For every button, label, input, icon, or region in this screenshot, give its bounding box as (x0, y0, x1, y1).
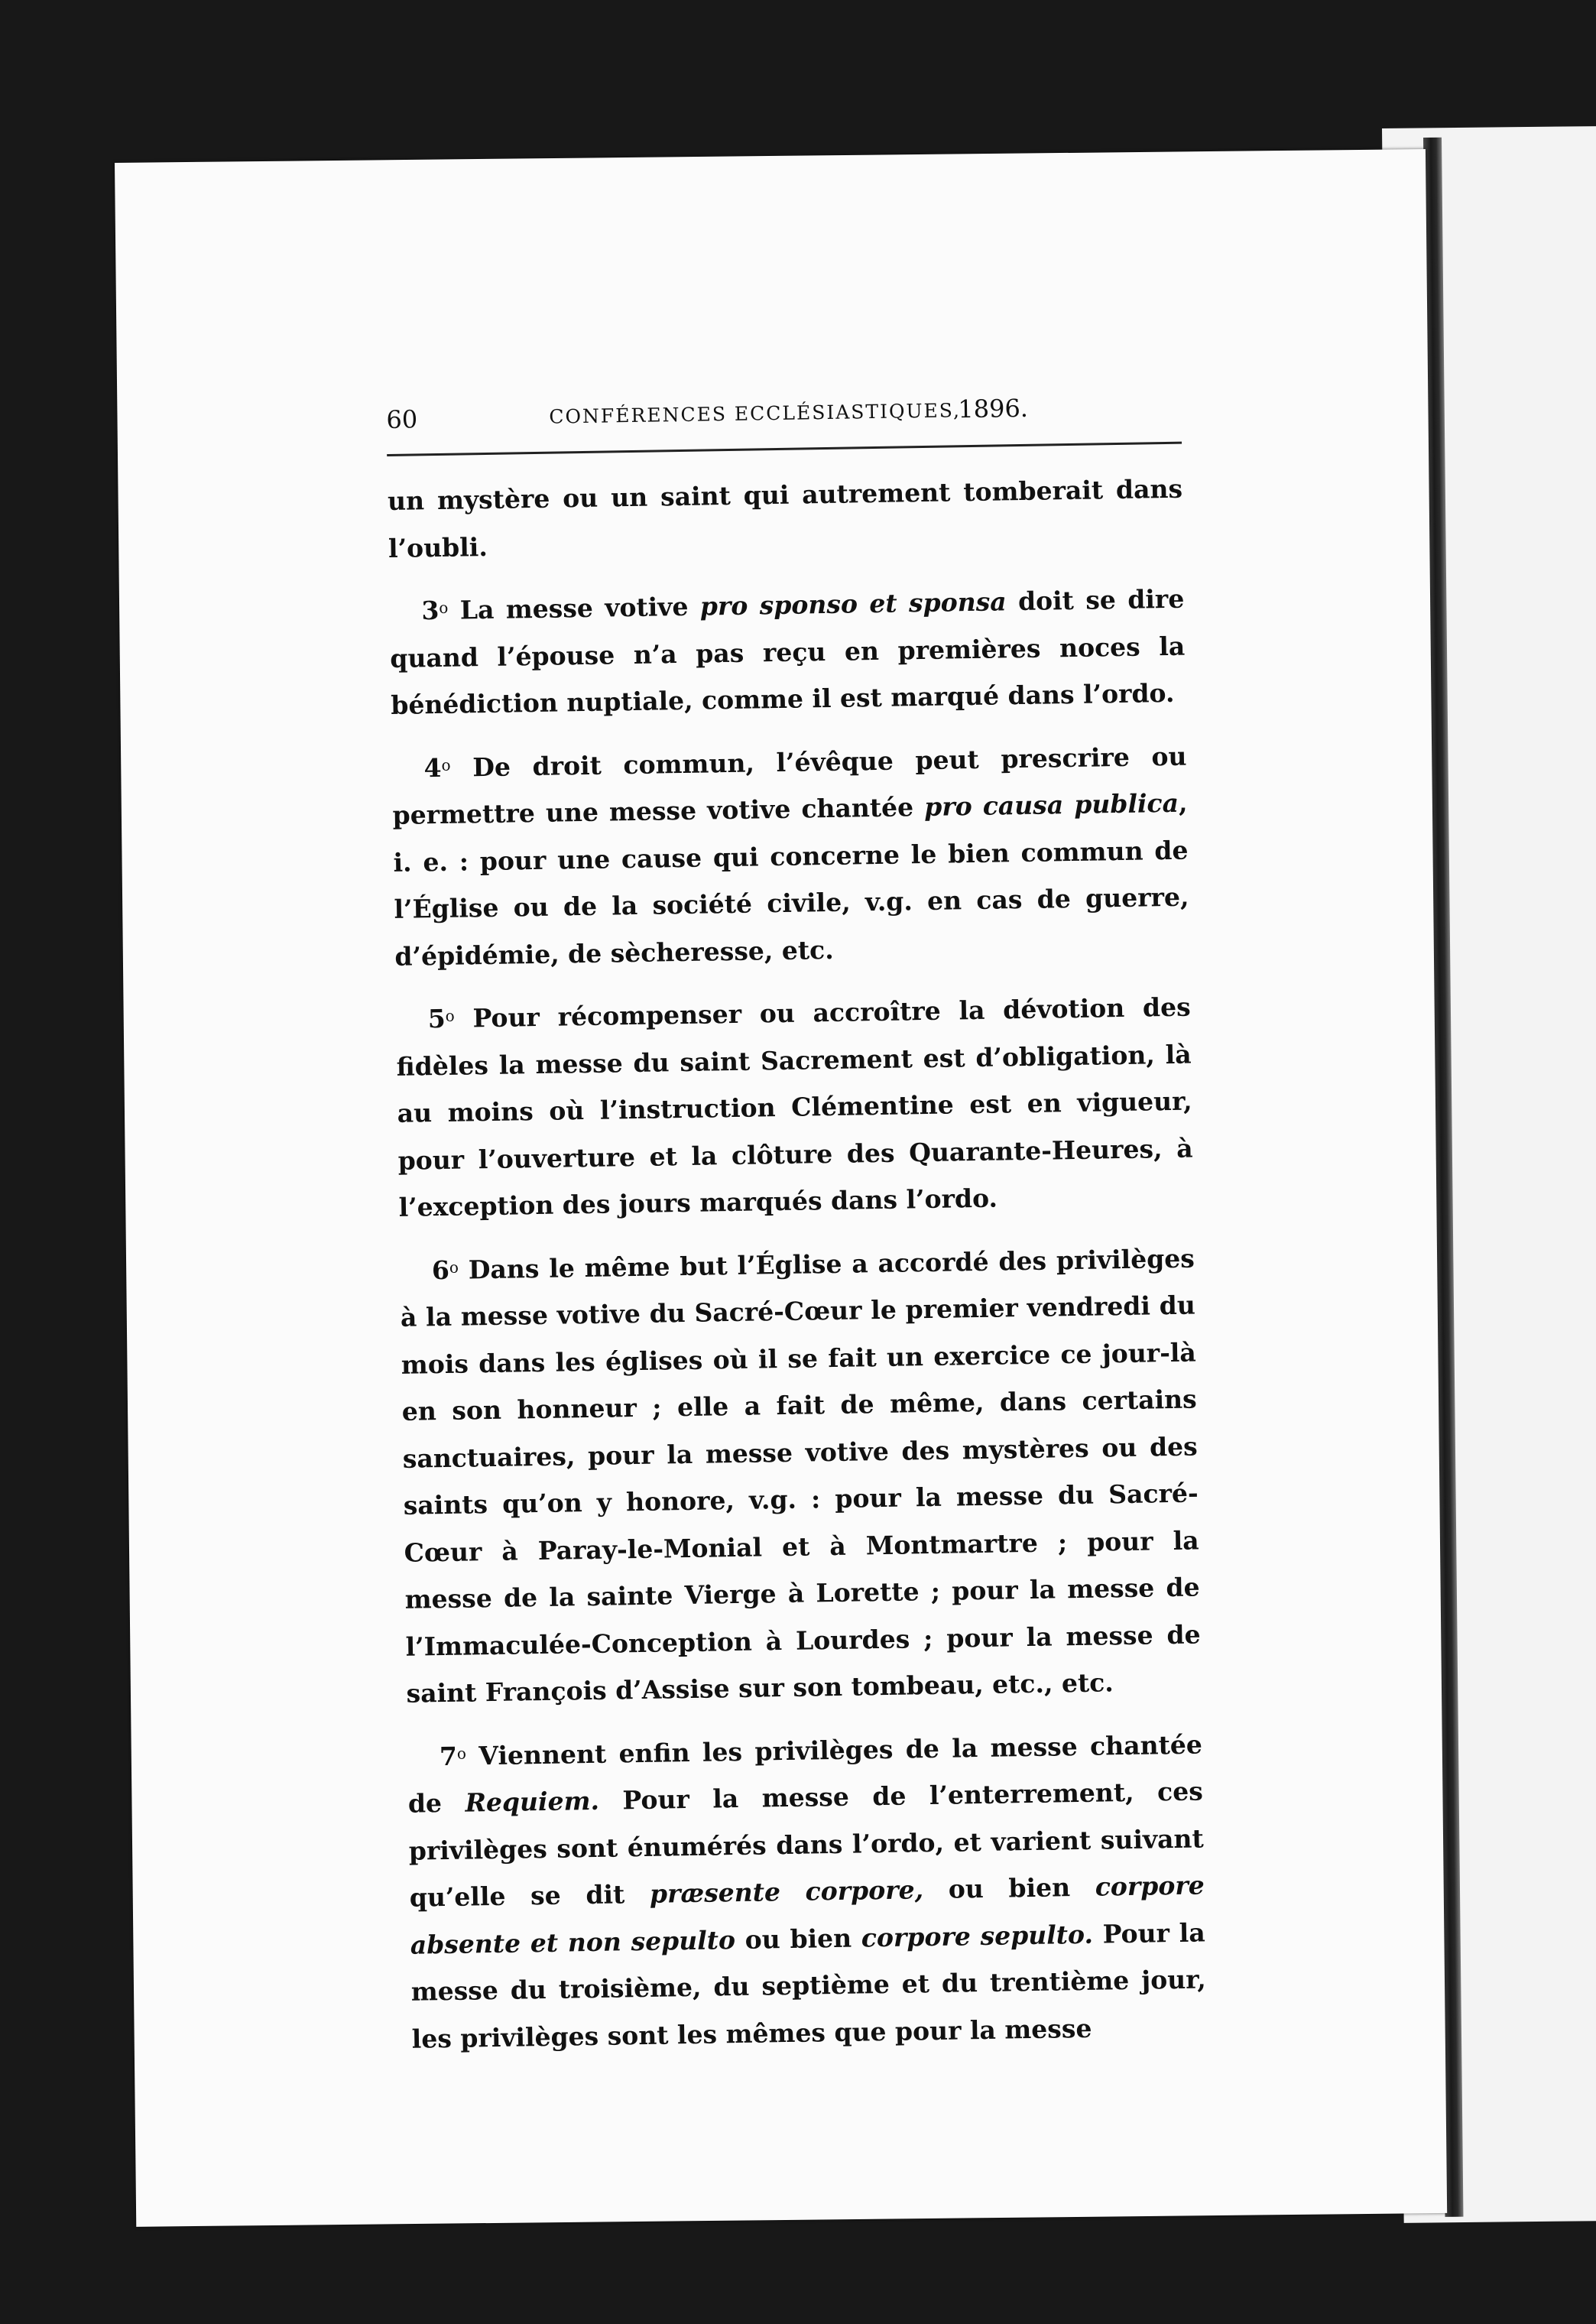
paragraph-text: Pour la messe du troisième, du septième et du trentième jour, les privilèges sont les mêmes que pour la messe (410, 1917, 1206, 2054)
paragraph-number: 4 (423, 752, 442, 783)
header-rule (387, 442, 1182, 456)
latin-phrase: Requiem. (465, 1785, 600, 1818)
paragraph-number: 3 (421, 595, 440, 626)
paragraph-text: Viennent enfin les privilèges de la messe chantée de (407, 1728, 1203, 1819)
latin-phrase: corpore absente et non sepulto (410, 1870, 1205, 1960)
paragraph-text: Dans le même but l’Église a accordé des privilèges à la messe votive du Sacré-Cœur le premier vendredi du mois dans les églises où il se fait un exercice ce jour-là en son honneur ; elle a fait de même, dans certains sanctuaires, pour la messe votive des mystères ou des saints qu’on y honore, v.g. : pour la messe du Sacré-Cœur à Paray-le-Monial et à Montmartre ; pour la messe de la sainte Vierge à Lorette ; pour la messe de l’Immaculée-Conception à Lourdes ; pour la messe de saint François d’Assise sur son tombeau, etc., etc. (400, 1243, 1201, 1709)
paragraph-text: doit se dire quand l’épouse n’a pas reçu en premières noces la bénédiction nuptiale, comme il est marqué dans l’ordo. (390, 583, 1186, 720)
paragraph-text: La messe votive (459, 591, 701, 625)
latin-phrase: pro sponso et sponsa (699, 586, 1007, 622)
paragraph-text: Pour la messe de l’enterrement, ces privilèges sont énumérés dans l’ordo, et varient suivant qu’elle se dit (408, 1776, 1205, 1913)
paragraph-4 (391, 730, 1190, 980)
paragraph-text: , i. e. : pour une cause qui concerne le bien commun de l’Église ou de la société civile, v.g. en cas de guerre, d’épidémie, de sècheresse, etc. (393, 787, 1189, 972)
ordinal-mark: o (441, 755, 451, 774)
page-text-block (386, 385, 1239, 2076)
paragraph-3 (389, 573, 1186, 729)
paragraph-number: 5 (427, 1003, 446, 1034)
paragraph-number: 6 (431, 1255, 450, 1285)
ordinal-mark: o (445, 1006, 455, 1025)
ordinal-mark: o (449, 1258, 459, 1277)
running-title: CONFÉRENCES ECCLÉSIASTIQUES, (549, 399, 962, 428)
latin-phrase: pro causa publica (923, 787, 1179, 823)
paragraph-number: 7 (439, 1741, 458, 1771)
page-number: 60 (386, 404, 418, 434)
paragraph-text: De droit commun, l’évêque peut prescrire ou permettre une messe votive chantée (392, 741, 1187, 830)
paragraph-6 (399, 1232, 1202, 1717)
ordinal-mark: o (456, 1744, 467, 1763)
paragraph-text: Pour récompenser ou accroître la dévotion des fidèles la messe du saint Sacrement est d’obligation, là au moins où l’instruction Clémentine est en vigueur, pour l’ouverture et la clôture des Quarante-Heures, à l’exception des jours marqués dans l’ordo. (396, 992, 1193, 1222)
paragraph-5 (395, 982, 1194, 1232)
running-year: 1896. (958, 393, 1029, 424)
latin-phrase: præsente corpore, (649, 1874, 924, 1909)
paragraph-text: ou bien (923, 1871, 1096, 1905)
body-text (388, 466, 1207, 2063)
paragraph-continuation: un mystère ou un saint qui autrement tomberait dans l’oubli. (387, 473, 1183, 563)
paragraph-text: ou bien (735, 1922, 862, 1955)
ordinal-mark: o (439, 598, 449, 617)
latin-phrase: corpore sepulto. (861, 1919, 1094, 1952)
paragraph-7 (407, 1719, 1207, 2063)
